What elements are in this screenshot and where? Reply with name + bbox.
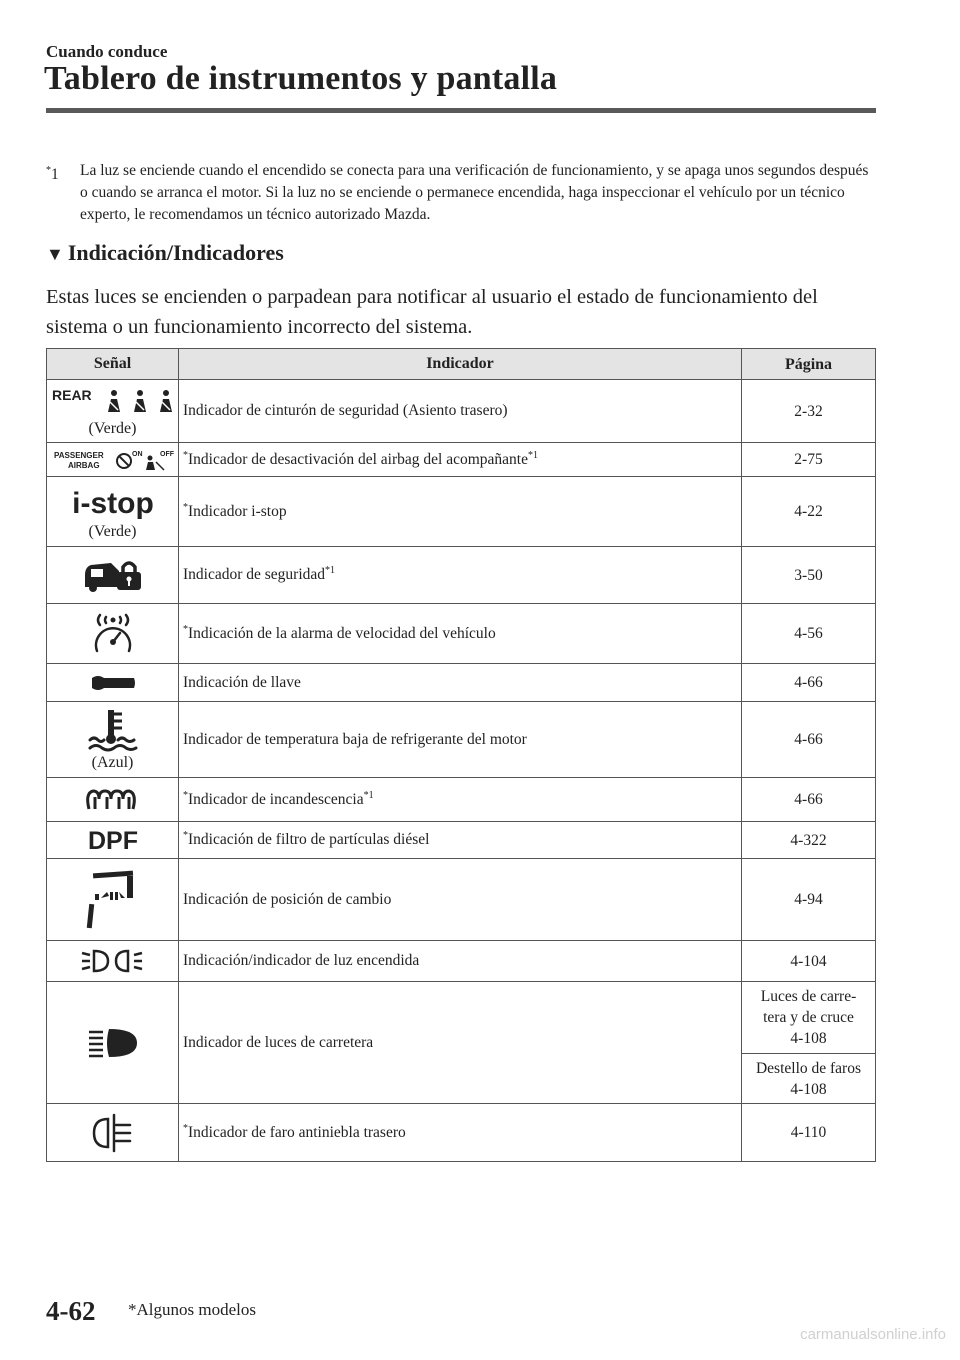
footnote <box>46 160 876 226</box>
indicator-label: Indicación de llave <box>179 664 742 702</box>
indicator-label: *Indicador i-stop <box>179 477 742 547</box>
high-beam-icon <box>85 1026 141 1060</box>
table-row <box>47 547 876 604</box>
indicator-label: Indicación/indicador de luz encendida <box>179 941 742 982</box>
rear-fog-icon <box>88 1113 138 1153</box>
svg-text:AIRBAG: AIRBAG <box>67 460 100 470</box>
indicator-label: Indicador de cinturón de seguridad (Asiento trasero) <box>179 380 742 443</box>
page-ref: 4-66 <box>742 702 876 778</box>
table-row <box>47 859 876 941</box>
icon-color-note: (Verde) <box>88 522 137 540</box>
passenger-airbag-icon <box>50 448 176 472</box>
subsection-heading: ▼ Indicación/Indicadores <box>46 240 284 265</box>
page-ref-headlight-flash: Destello de faros 4-108 <box>742 1054 876 1104</box>
table-row <box>47 941 876 982</box>
indicator-label: Indicador de temperatura baja de refrigerante del motor <box>179 702 742 778</box>
svg-text:ON: ON <box>131 450 142 458</box>
footnote-marker: *1 <box>46 165 59 184</box>
section-label: Cuando conduce <box>46 42 168 61</box>
security-lock-icon <box>81 557 145 593</box>
indicator-label: *Indicación de la alarma de velocidad del vehículo <box>179 604 742 664</box>
page-ref-high-low-beam: Luces de carre- tera y de cruce 4-108 <box>742 982 876 1054</box>
table-header-row <box>47 349 876 380</box>
indicator-label: Indicador de seguridad$^{*1}$ <box>179 547 742 604</box>
table-row <box>47 604 876 664</box>
shift-position-icon <box>83 868 143 932</box>
rear-seatbelt-icon <box>48 384 178 418</box>
page-title: Tablero de instrumentos y pantalla <box>44 60 558 97</box>
table-row <box>47 443 876 477</box>
dpf-icon <box>78 826 148 854</box>
page-ref: 4-322 <box>742 822 876 859</box>
speed-alarm-icon <box>88 611 138 657</box>
indicator-label: Indicador de luces de carretera <box>179 982 742 1104</box>
table-row <box>47 477 876 547</box>
table-row <box>47 702 876 778</box>
svg-text:i-stop: i-stop <box>71 486 154 520</box>
indicator-label: *Indicador de faro antiniebla trasero <box>179 1104 742 1162</box>
page-number: 4-62 <box>46 1296 96 1326</box>
page-ref: 3-50 <box>742 547 876 604</box>
svg-text:OFF: OFF <box>159 450 174 458</box>
page-ref: 4-66 <box>742 778 876 822</box>
watermark: carmanualsonline.info <box>800 1326 946 1343</box>
page-ref: 4-104 <box>742 941 876 982</box>
table-row <box>47 778 876 822</box>
title-divider <box>46 108 876 113</box>
triangle-bullet-icon: ▼ <box>46 244 64 264</box>
page-ref: 4-22 <box>742 477 876 547</box>
page-ref: 4-66 <box>742 664 876 702</box>
header-signal: Señal <box>47 349 179 380</box>
intro-paragraph: Estas luces se encienden o parpadean para notificar al usuario el estado de funcionamiento del sistema o un funcionamiento incorrecto del sistema. <box>46 286 818 338</box>
indicator-label: Indicación de posición de cambio <box>179 859 742 941</box>
svg-text:DPF: DPF <box>87 827 138 854</box>
indicator-label: *Indicación de filtro de partículas diésel <box>179 822 742 859</box>
low-coolant-temp-icon <box>86 708 140 752</box>
key-icon <box>88 672 138 694</box>
footnote-text: La luz se enciende cuando el encendido se conecta para una verificación de funcionamiento, y se apaga unos segundos después o cuando se arranca el motor. Si la luz no se enciende o permanece encendida, haga inspeccionar el vehículo por un técnico experto, le recomendamos un técnico autorizado Mazda. <box>80 162 869 223</box>
svg-text:PASSENGER: PASSENGER <box>53 450 104 460</box>
page-ref: 2-32 <box>742 380 876 443</box>
glow-plug-icon <box>83 785 143 815</box>
page-ref: 4-110 <box>742 1104 876 1162</box>
icon-color-note: (Verde) <box>88 420 137 437</box>
svg-text:REAR: REAR <box>51 387 92 403</box>
page-ref: 4-94 <box>742 859 876 941</box>
page-ref: 2-75 <box>742 443 876 477</box>
header-indicator: Indicador <box>179 349 742 380</box>
page-ref: 4-56 <box>742 604 876 664</box>
table-row <box>47 664 876 702</box>
indicator-table <box>46 348 876 1162</box>
table-row <box>47 982 876 1054</box>
table-row <box>47 822 876 859</box>
header-page: Página <box>742 349 876 380</box>
indicator-label: *Indicador de desactivación del airbag del acompañante$^{*1}$ <box>179 443 742 477</box>
icon-color-note: (Azul) <box>91 753 134 771</box>
models-note: *Algunos modelos <box>128 1300 256 1319</box>
indicator-label: *Indicador de incandescencia$^{*1}$ <box>179 778 742 822</box>
lights-on-icon <box>80 947 146 975</box>
i-stop-icon <box>68 483 158 521</box>
table-row <box>47 1104 876 1162</box>
table-row <box>47 380 876 443</box>
